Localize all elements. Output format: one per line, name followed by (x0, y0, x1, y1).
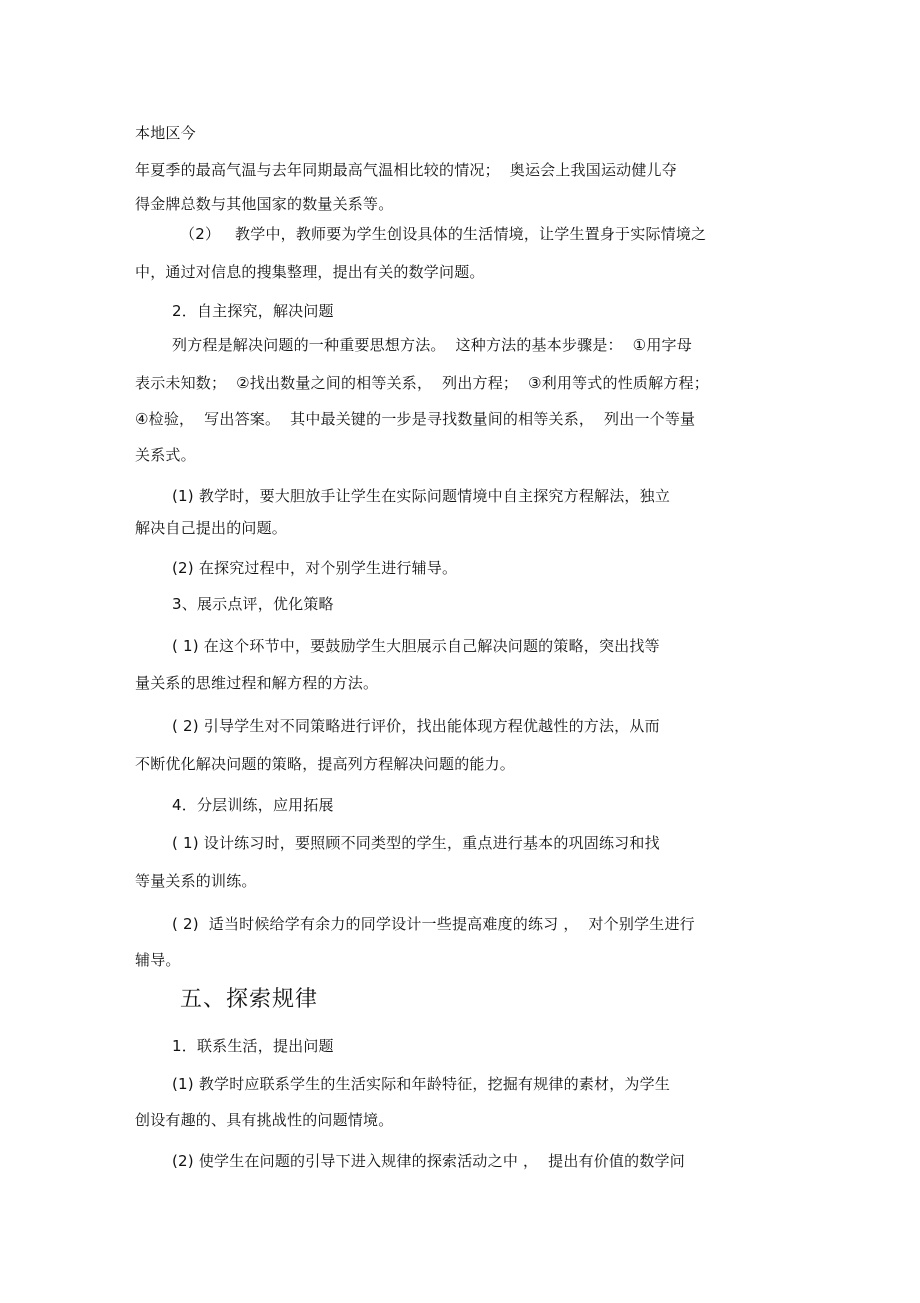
text-line: 表示未知数； ②找出数量之间的相等关系， 列出方程； ③利用等式的性质解方程； (135, 374, 709, 392)
text-line: 得金牌总数与其他国家的数量关系等。 (135, 195, 394, 213)
text-line: 创设有趣的、具有挑战性的问题情境。 (135, 1111, 394, 1129)
text-line: 辅导。 (135, 951, 181, 969)
text-line: ( 2) 适当时候给学有余力的同学设计一些提高难度的练习 ， 对个别学生进行 (172, 915, 695, 933)
text-line: 中，通过对信息的搜集整理，提出有关的数学问题。 (135, 263, 485, 281)
text-line: 解决自己提出的问题。 (135, 519, 288, 537)
section-heading: 1．联系生活，提出问题 (172, 1037, 334, 1055)
text-line: (2) 使学生在问题的引导下进入规律的探索活动之中 ， 提出有价值的数学问 (172, 1152, 685, 1170)
text-line: (1) 教学时，要大胆放手让学生在实际问题情境中自主探究方程解法，独立 (172, 487, 671, 505)
text-line: 量关系的思维过程和解方程的方法。 (135, 674, 379, 692)
text-line: 关系式。 (135, 446, 196, 464)
text-line: (2) 在探究过程中，对个别学生进行辅导。 (172, 559, 458, 577)
text-line: ④检验， 写出答案。 其中最关键的一步是寻找数量间的相等关系， 列出一个等量 (135, 410, 696, 428)
text-line: （2） 教学中，教师要为学生创设具体的生活情境，让学生置身于实际情境之 (180, 225, 707, 243)
text-line: 本地区今 (135, 124, 196, 142)
text-line: 年夏季的最高气温与去年同期最高气温相比较的情况； 奥运会上我国运动健儿夺 (135, 161, 677, 179)
text-line: ( 2) 引导学生对不同策略进行评价，找出能体现方程优越性的方法，从而 (172, 717, 660, 735)
text-line: ( 1) 在这个环节中，要鼓励学生大胆展示自己解决问题的策略，突出找等 (172, 637, 660, 655)
section-heading: 4．分层训练，应用拓展 (172, 796, 334, 814)
text-line: (1) 教学时应联系学生的生活实际和年龄特征，挖掘有规律的素材，为学生 (172, 1075, 671, 1093)
text-line: 等量关系的训练。 (135, 872, 257, 890)
section-heading: 3、展示点评，优化策略 (172, 595, 334, 613)
section-heading: 2．自主探究，解决问题 (172, 302, 334, 320)
text-line: 列方程是解决问题的一种重要思想方法。 这种方法的基本步骤是： ①用字母 (172, 336, 692, 354)
text-line: ( 1) 设计练习时，要照顾不同类型的学生，重点进行基本的巩固练习和找 (172, 834, 660, 852)
text-line: 不断优化解决问题的策略，提高列方程解决问题的能力。 (135, 755, 516, 773)
chapter-heading: 五、探索规律 (180, 987, 319, 1012)
